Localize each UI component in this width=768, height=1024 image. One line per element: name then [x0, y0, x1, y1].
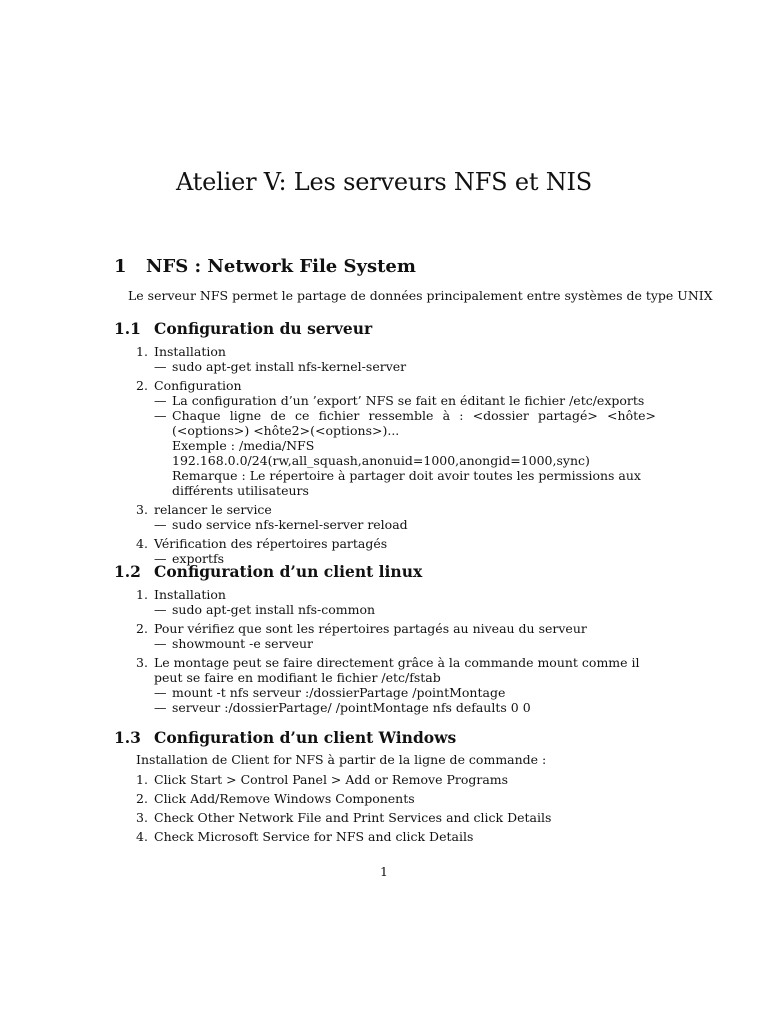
- dash-mark: —: [154, 408, 167, 423]
- dash-mark: —: [154, 700, 167, 715]
- dash-text: mount -t nfs serveur :/dossierPartage /pointMontage: [172, 685, 506, 700]
- subsection-number: 1.1: [114, 319, 141, 338]
- dash-text: La configuration d’un ’export’ NFS se fait en éditant le fichier /etc/exports: [172, 393, 645, 408]
- subsection-heading-1-1: [114, 319, 372, 338]
- server-config-steps: [136, 344, 656, 566]
- item-number: 2.: [136, 378, 148, 393]
- dash-item: [154, 393, 656, 408]
- document-title: Atelier V: Les serveurs NFS et NIS: [175, 168, 593, 196]
- continuation-line: [154, 438, 656, 468]
- item-number: 1.: [136, 587, 148, 602]
- dash-mark: —: [154, 393, 167, 408]
- subsection-title: Configuration d’un client linux: [154, 562, 423, 581]
- dash-item: [154, 602, 656, 617]
- section-heading: [114, 256, 416, 277]
- example-text: Exemple : /media/NFS 192.168.0.0/24(rw,all_squash,anonuid=1000,anongid=1000,sync): [172, 438, 590, 468]
- dash-text: showmount -e serveur: [172, 636, 314, 651]
- list-item: [136, 789, 551, 808]
- dash-text: sudo apt-get install nfs-kernel-server: [172, 359, 407, 374]
- subsection-heading-1-2: [114, 562, 422, 581]
- item-number: 3.: [136, 655, 148, 670]
- list-item: [136, 808, 551, 827]
- list-item: [136, 621, 656, 651]
- item-label: Installation: [154, 344, 226, 359]
- subsection-title: Configuration du serveur: [154, 319, 373, 338]
- subsection-number: 1.3: [114, 728, 141, 747]
- dash-mark: —: [154, 359, 167, 374]
- item-number: 3.: [136, 810, 148, 825]
- item-label: Click Start > Control Panel > Add or Remove Programs: [154, 772, 509, 787]
- item-label: Configuration: [154, 378, 242, 393]
- list-item: [136, 344, 656, 374]
- dash-item: [154, 408, 656, 438]
- remark-text: Remarque : Le répertoire à partager doit avoir toutes les permissions aux différents utilisateurs: [172, 468, 641, 498]
- item-label: Pour vérifiez que sont les répertoires partagés au niveau du serveur: [154, 621, 587, 636]
- item-number: 4.: [136, 829, 148, 844]
- item-number: 3.: [136, 502, 148, 517]
- subsection-title: Configuration d’un client Windows: [154, 728, 457, 747]
- dash-text: sudo apt-get install nfs-common: [172, 602, 376, 617]
- windows-intro: Installation de Client for NFS à partir de la ligne de commande :: [136, 752, 547, 767]
- dash-mark: —: [154, 551, 167, 566]
- list-item: [136, 827, 551, 846]
- windows-client-steps: [136, 770, 551, 846]
- page-number: 1: [380, 864, 388, 879]
- item-label: relancer le service: [154, 502, 272, 517]
- item-label: Check Other Network File and Print Services and click Details: [154, 810, 552, 825]
- item-number: 1.: [136, 772, 148, 787]
- dash-item: [154, 685, 656, 700]
- list-item: [136, 587, 656, 617]
- item-number: 2.: [136, 621, 148, 636]
- item-number: 1.: [136, 344, 148, 359]
- linux-client-steps: [136, 587, 656, 715]
- section-number: 1: [114, 256, 127, 277]
- item-label: Le montage peut se faire directement grâce à la commande mount comme il peut se faire en modifiant le fichier /etc/fstab: [154, 655, 640, 685]
- list-item: [136, 655, 656, 715]
- dash-item: [154, 517, 656, 532]
- dash-mark: —: [154, 685, 167, 700]
- item-label: Vérification des répertoires partagés: [154, 536, 388, 551]
- dash-mark: —: [154, 636, 167, 651]
- item-label: Check Microsoft Service for NFS and click Details: [154, 829, 474, 844]
- item-label: Click Add/Remove Windows Components: [154, 791, 415, 806]
- dash-text: sudo service nfs-kernel-server reload: [172, 517, 408, 532]
- dash-item: [154, 700, 656, 715]
- section-title: NFS : Network File System: [146, 256, 416, 277]
- item-number: 4.: [136, 536, 148, 551]
- dash-mark: —: [154, 602, 167, 617]
- dash-item: [154, 636, 656, 651]
- item-number: 2.: [136, 791, 148, 806]
- item-label: Installation: [154, 587, 226, 602]
- list-item: [136, 770, 551, 789]
- dash-item: [154, 359, 656, 374]
- dash-text: exportfs: [172, 551, 225, 566]
- continuation-line: [154, 468, 656, 498]
- subsection-heading-1-3: [114, 728, 456, 747]
- dash-mark: —: [154, 517, 167, 532]
- section-intro: Le serveur NFS permet le partage de données principalement entre systèmes de type UNIX: [128, 288, 713, 303]
- dash-text: Chaque ligne de ce fichier ressemble à : <dossier partagé> <hôte>(<options>) <hôte2>(<options>)...: [172, 408, 656, 438]
- list-item: [136, 378, 656, 498]
- dash-text: serveur :/dossierPartage/ /pointMontage nfs defaults 0 0: [172, 700, 531, 715]
- subsection-number: 1.2: [114, 562, 141, 581]
- list-item: [136, 502, 656, 532]
